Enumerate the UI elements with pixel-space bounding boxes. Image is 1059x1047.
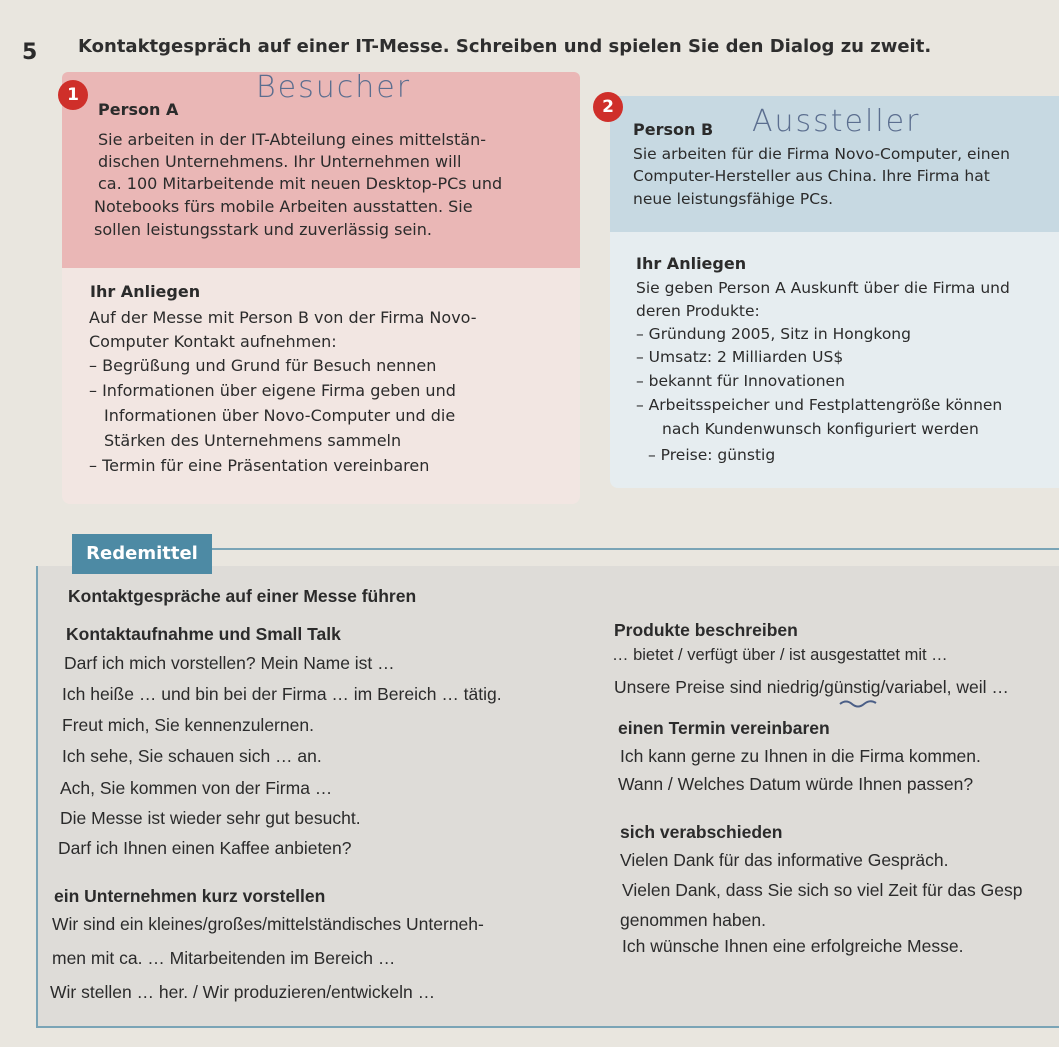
person-b-desc-line: Computer-Hersteller aus China. Ihre Firma hat bbox=[633, 167, 990, 185]
farewell-line: Ich wünsche Ihnen eine erfolgreiche Messe. bbox=[622, 936, 964, 956]
contact-line: Darf ich Ihnen einen Kaffee anbieten? bbox=[58, 838, 352, 858]
contact-line: Ich sehe, Sie schauen sich … an. bbox=[62, 746, 322, 766]
person-a-desc-line: ca. 100 Mitarbeitende mit neuen Desktop-PCs und bbox=[98, 174, 503, 193]
person-b-name: Person B bbox=[633, 120, 714, 139]
contact-line: Freut mich, Sie kennenzulernen. bbox=[62, 715, 314, 735]
person-a-concern-line: Stärken des Unternehmens sammeln bbox=[104, 431, 402, 450]
person-b-desc-line: Sie arbeiten für die Firma Novo-Computer, einen bbox=[633, 145, 1010, 163]
farewell-line: Vielen Dank, dass Sie sich so viel Zeit für das Gesp bbox=[622, 880, 1023, 900]
person-a-concern-line: – Termin für eine Präsentation vereinbaren bbox=[89, 456, 430, 475]
person-a-concern-line: Auf der Messe mit Person B von der Firma Novo- bbox=[89, 308, 477, 327]
person-b-concern-line: nach Kundenwunsch konfiguriert werden bbox=[662, 420, 979, 438]
company-line: men mit ca. … Mitarbeitenden im Bereich … bbox=[52, 948, 396, 968]
person-a-badge: 1 bbox=[58, 80, 88, 110]
person-b-desc-line: neue leistungsfähige PCs. bbox=[633, 190, 834, 208]
company-heading: ein Unternehmen kurz vorstellen bbox=[54, 886, 326, 906]
contact-line: Die Messe ist wieder sehr gut besucht. bbox=[60, 808, 361, 828]
appointment-heading: einen Termin vereinbaren bbox=[618, 718, 830, 738]
person-b-concern-line: – Umsatz: 2 Milliarden US$ bbox=[636, 348, 844, 366]
appointment-line: Ich kann gerne zu Ihnen in die Firma kommen. bbox=[620, 746, 981, 766]
products-heading: Produkte beschreiben bbox=[614, 620, 798, 640]
farewell-heading: sich verabschieden bbox=[620, 822, 783, 842]
person-a-desc-line: Notebooks fürs mobile Arbeiten ausstatten. Sie bbox=[94, 197, 473, 216]
contact-line: Darf ich mich vorstellen? Mein Name ist … bbox=[64, 653, 395, 673]
redemittel-tag: Redemittel bbox=[72, 534, 212, 574]
person-a-concern-line: – Begrüßung und Grund für Besuch nennen bbox=[89, 356, 437, 375]
person-b-handwritten-role: Aussteller bbox=[752, 104, 921, 139]
person-b-concern-line: – Arbeitsspeicher und Festplattengröße können bbox=[636, 396, 1003, 414]
farewell-line: genommen haben. bbox=[620, 910, 766, 930]
person-b-concern-heading: Ihr Anliegen bbox=[636, 254, 747, 273]
person-a-handwritten-role: Besucher bbox=[256, 70, 412, 105]
person-a-concern-line: Computer Kontakt aufnehmen: bbox=[89, 332, 337, 351]
person-a-desc-line: dischen Unternehmens. Ihr Unternehmen will bbox=[98, 152, 462, 171]
person-b-concern-line: – bekannt für Innovationen bbox=[636, 372, 845, 390]
person-a-concern-line: – Informationen über eigene Firma geben und bbox=[89, 381, 456, 400]
redemittel-rule bbox=[200, 548, 1059, 550]
person-a-concern-heading: Ihr Anliegen bbox=[90, 282, 201, 301]
person-b-concern-line: – Gründung 2005, Sitz in Hongkong bbox=[636, 325, 911, 343]
person-b-badge: 2 bbox=[593, 92, 623, 122]
products-line: … bietet / verfügt über / ist ausgestattet mit … bbox=[612, 646, 948, 664]
contact-heading: Kontaktaufnahme und Small Talk bbox=[66, 624, 341, 644]
redemittel-title: Kontaktgespräche auf einer Messe führen bbox=[68, 586, 417, 606]
person-a-concern-line: Informationen über Novo-Computer und die bbox=[104, 406, 456, 425]
company-line: Wir sind ein kleines/großes/mittelständisches Unterneh- bbox=[52, 914, 484, 934]
exercise-number: 5 bbox=[22, 40, 38, 65]
exercise-instruction: Kontaktgespräch auf einer IT-Messe. Schreiben und spielen Sie den Dialog zu zweit. bbox=[78, 36, 932, 57]
person-b-concern-line: Sie geben Person A Auskunft über die Firma und bbox=[636, 279, 1010, 297]
company-line: Wir stellen … her. / Wir produzieren/entwickeln … bbox=[50, 982, 436, 1002]
person-a-desc-line: Sie arbeiten in der IT-Abteilung eines mittelstän- bbox=[98, 130, 487, 149]
person-b-concern-line: – Preise: günstig bbox=[648, 446, 776, 464]
contact-line: Ich heiße … und bin bei der Firma … im Bereich … tätig. bbox=[62, 684, 502, 704]
person-b-concern-line: deren Produkte: bbox=[636, 302, 760, 320]
contact-line: Ach, Sie kommen von der Firma … bbox=[60, 778, 333, 798]
farewell-line: Vielen Dank für das informative Gespräch. bbox=[620, 850, 949, 870]
person-a-name: Person A bbox=[98, 100, 179, 119]
products-line: Unsere Preise sind niedrig/günstig/variabel, weil … bbox=[614, 677, 1009, 697]
appointment-line: Wann / Welches Datum würde Ihnen passen? bbox=[618, 774, 974, 794]
handwritten-squiggle bbox=[838, 698, 878, 708]
person-a-desc-line: sollen leistungsstark und zuverlässig sein. bbox=[94, 220, 432, 239]
